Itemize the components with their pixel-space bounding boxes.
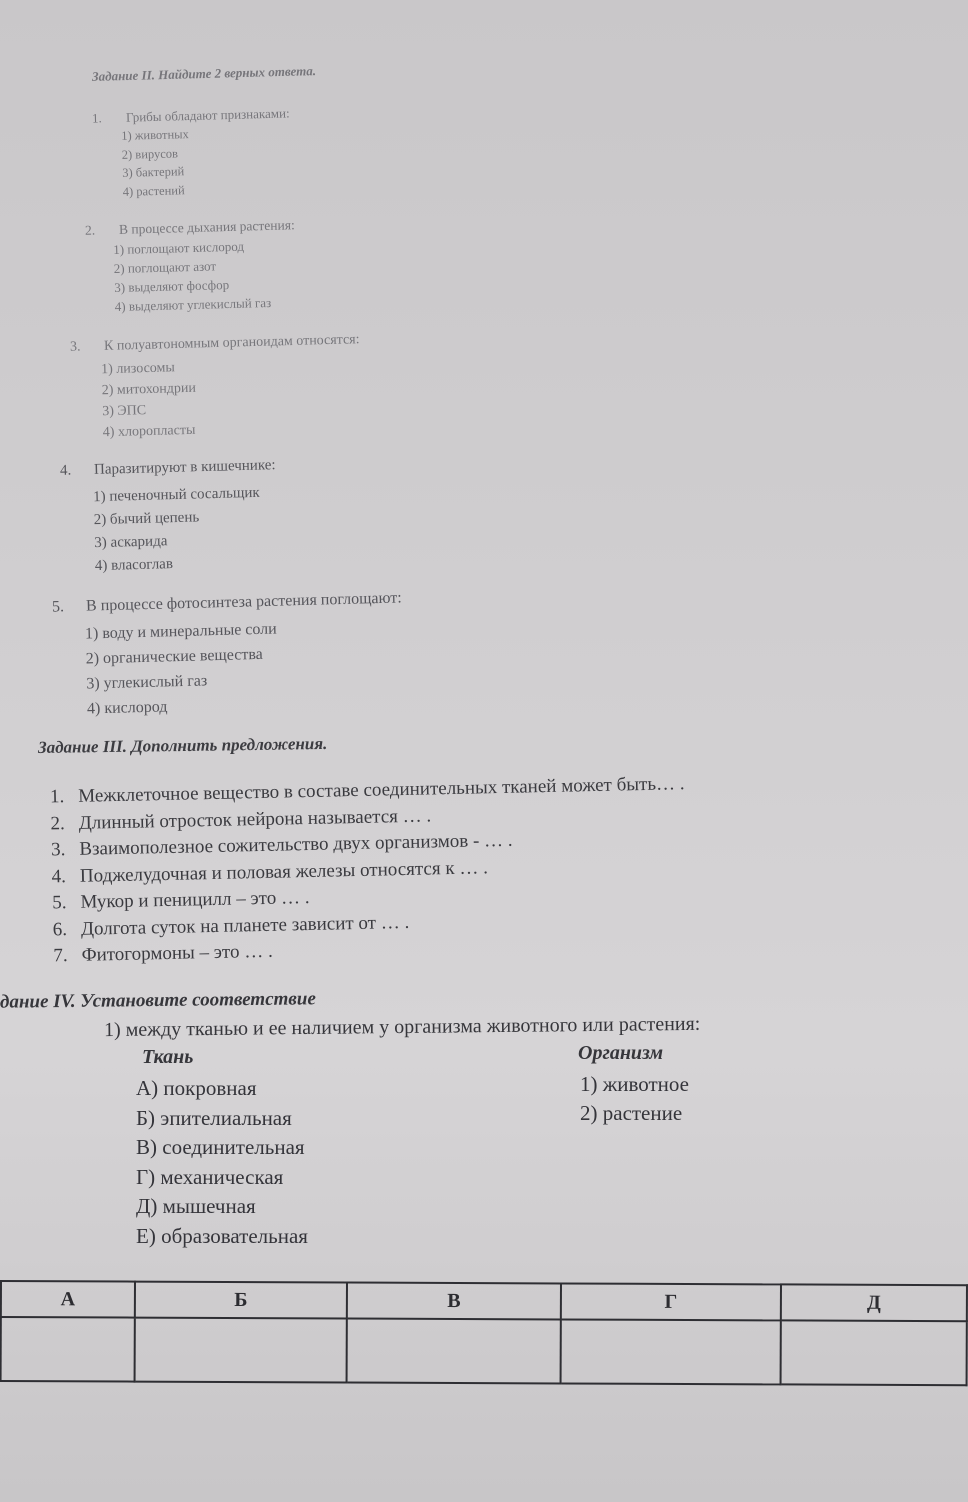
answer-option: 2) поглощают азот: [113, 258, 217, 277]
answer-cell[interactable]: [561, 1319, 781, 1384]
organism-item: 1) животное: [580, 1072, 689, 1096]
task3-title: Задание III. Дополнить предложения.: [37, 733, 328, 758]
answer-option: 3) аскарида: [94, 533, 168, 552]
answer-option: 2) органические вещества: [85, 645, 263, 668]
answer-cell[interactable]: [347, 1319, 561, 1384]
answer-option: 4) растений: [122, 182, 185, 199]
task3-sentence-list: [22, 771, 688, 970]
list-item: 3. Взаимополезное сожительство двух организмов - … .: [50, 829, 513, 861]
organism-item: 2) растение: [580, 1101, 683, 1125]
list-item: 5. Мукор и пеницилл – это … .: [52, 887, 310, 914]
answer-option: 4) хлоропласты: [102, 422, 196, 441]
organism-column-header: Организм: [578, 1042, 664, 1064]
question-number: 1.: [91, 110, 102, 126]
table-header-cell: Д: [781, 1284, 967, 1321]
tissue-item: Б) эпителиальная: [136, 1105, 292, 1130]
table-answer-row: [1, 1317, 967, 1385]
answer-option: 1) поглощают кислород: [113, 238, 245, 258]
answer-option: 3) ЭПС: [102, 403, 147, 420]
answer-option: 3) углекислый газ: [86, 672, 208, 693]
question-text: Паразитируют в кишечнике:: [93, 457, 276, 478]
list-item: 6. Долгота суток на планете зависит от … .: [52, 911, 410, 940]
question-text: К полуавтономным органоидам относятся:: [103, 332, 360, 354]
answer-option: 1) воду и минеральные соли: [84, 620, 277, 643]
answer-option: 4) власоглав: [94, 556, 174, 575]
answer-option: 3) бактерий: [122, 164, 185, 180]
question-number: 2.: [84, 222, 96, 238]
question-number: 5.: [51, 598, 65, 616]
answer-option: 1) животных: [121, 127, 190, 143]
tissue-item: Д) мышечная: [136, 1194, 256, 1218]
answer-option: 2) митохондрии: [101, 380, 197, 399]
answer-option: 2) бычий цепень: [93, 509, 200, 529]
question-number: 3.: [69, 339, 81, 355]
task4-title: дание IV. Установите соответствие: [0, 988, 316, 1013]
table-header-cell: В: [347, 1283, 561, 1320]
table-header-cell: А: [1, 1281, 135, 1318]
tissue-item: А) покровная: [136, 1076, 257, 1100]
tissue-item: В) соединительная: [136, 1135, 305, 1159]
answer-option: 3) выделяют фосфор: [114, 277, 230, 296]
answer-option: 4) выделяют углекислый газ: [114, 294, 272, 315]
answer-cell[interactable]: [781, 1320, 967, 1385]
question-number: 4.: [59, 462, 72, 479]
tissue-item: Г) механическая: [136, 1164, 284, 1189]
table-header-row: [1, 1281, 967, 1321]
table-header-cell: Г: [561, 1283, 781, 1320]
list-item: 7. Фитогормоны – это … .: [53, 940, 273, 967]
answer-option: 1) лизосомы: [100, 360, 176, 378]
organism-list: [580, 1070, 689, 1128]
question-text: В процессе фотосинтеза растения поглощают:: [85, 589, 402, 615]
tissue-item: Е) образовательная: [136, 1223, 308, 1248]
list-item: 1. Межклеточное вещество в составе соединительных тканей может быть… .: [49, 773, 685, 808]
question-text: Грибы обладают признаками:: [125, 105, 290, 125]
answer-option: 2) вирусов: [121, 145, 179, 162]
list-item: 4. Поджелудочная и половая железы относятся к … .: [51, 856, 489, 887]
task4-subtask: 1) между тканью и ее наличием у организма животного или растения:: [103, 1012, 701, 1042]
answer-table: [0, 1280, 968, 1386]
tissue-list: [136, 1074, 308, 1251]
question-text: В процессе дыхания растения:: [118, 217, 295, 237]
answer-cell[interactable]: [1, 1317, 135, 1382]
task2-title: Задание II. Найдите 2 верных ответа.: [91, 63, 317, 84]
list-item: 2. Длинный отросток нейрона называется … .: [50, 804, 432, 834]
table-header-cell: Б: [135, 1282, 347, 1319]
tissue-column-header: Ткань: [142, 1046, 194, 1068]
answer-cell[interactable]: [135, 1318, 347, 1383]
answer-option: 1) печеночный сосальщик: [92, 484, 260, 506]
answer-option: 4) кислород: [86, 698, 168, 718]
